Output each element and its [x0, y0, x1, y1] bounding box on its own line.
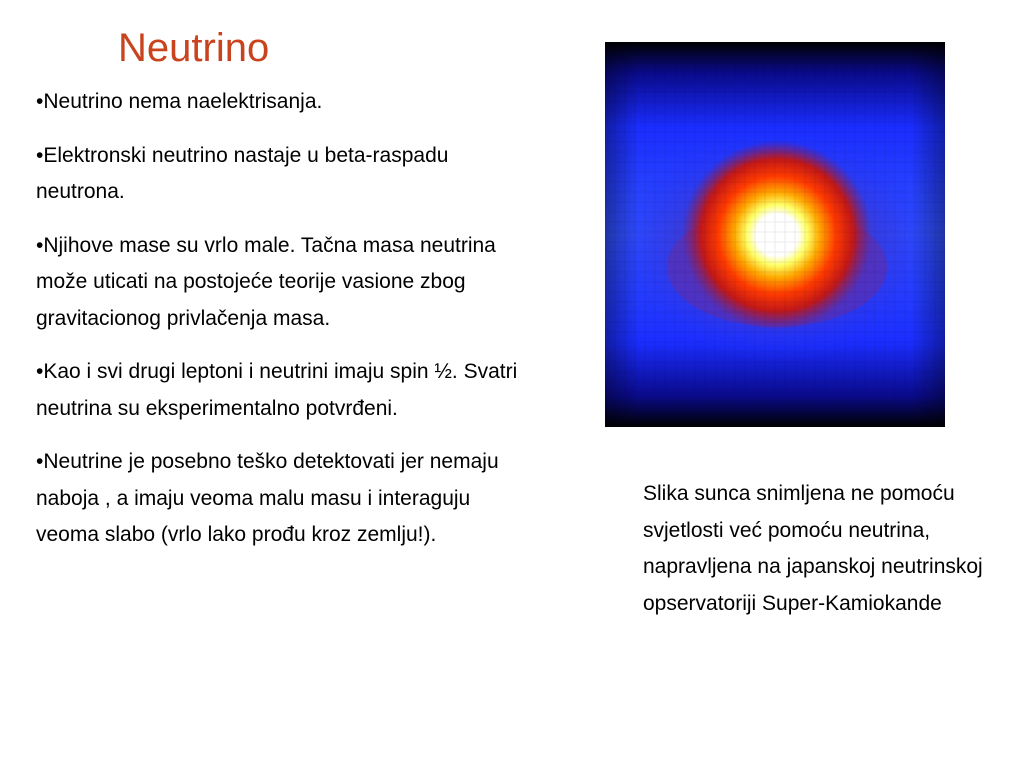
slide-title: Neutrino: [118, 26, 270, 70]
neutrino-sun-image: [605, 42, 945, 427]
bullet-list: [36, 84, 536, 571]
bullet-item: •Neutrino nema naelektrisanja.: [36, 90, 323, 113]
bullet-item: •Elektronski neutrino nastaje u beta-raspadu neutrona.: [36, 143, 449, 203]
bullet-item: •Njihove mase su vrlo male. Tačna masa neutrina može uticati na postojeće teorije vasione zbog gravitacionog privlačenja masa.: [36, 233, 496, 330]
bullet-item: •Kao i svi drugi leptoni i neutrini imaju spin ½. Svatri neutrina su eksperimentalno potvrđeni.: [36, 360, 518, 420]
image-caption: Slika sunca snimljena ne pomoću svjetlosti već pomoću neutrina, napravljena na japanskoj neutrinskoj opservatoriji Super-Kamiokande: [643, 482, 983, 615]
bullet-item: •Neutrine je posebno teško detektovati jer nemaju naboja , a imaju veoma malu masu i interaguju veoma slabo (vrlo lako prođu kroz zemlju!).: [36, 450, 499, 546]
